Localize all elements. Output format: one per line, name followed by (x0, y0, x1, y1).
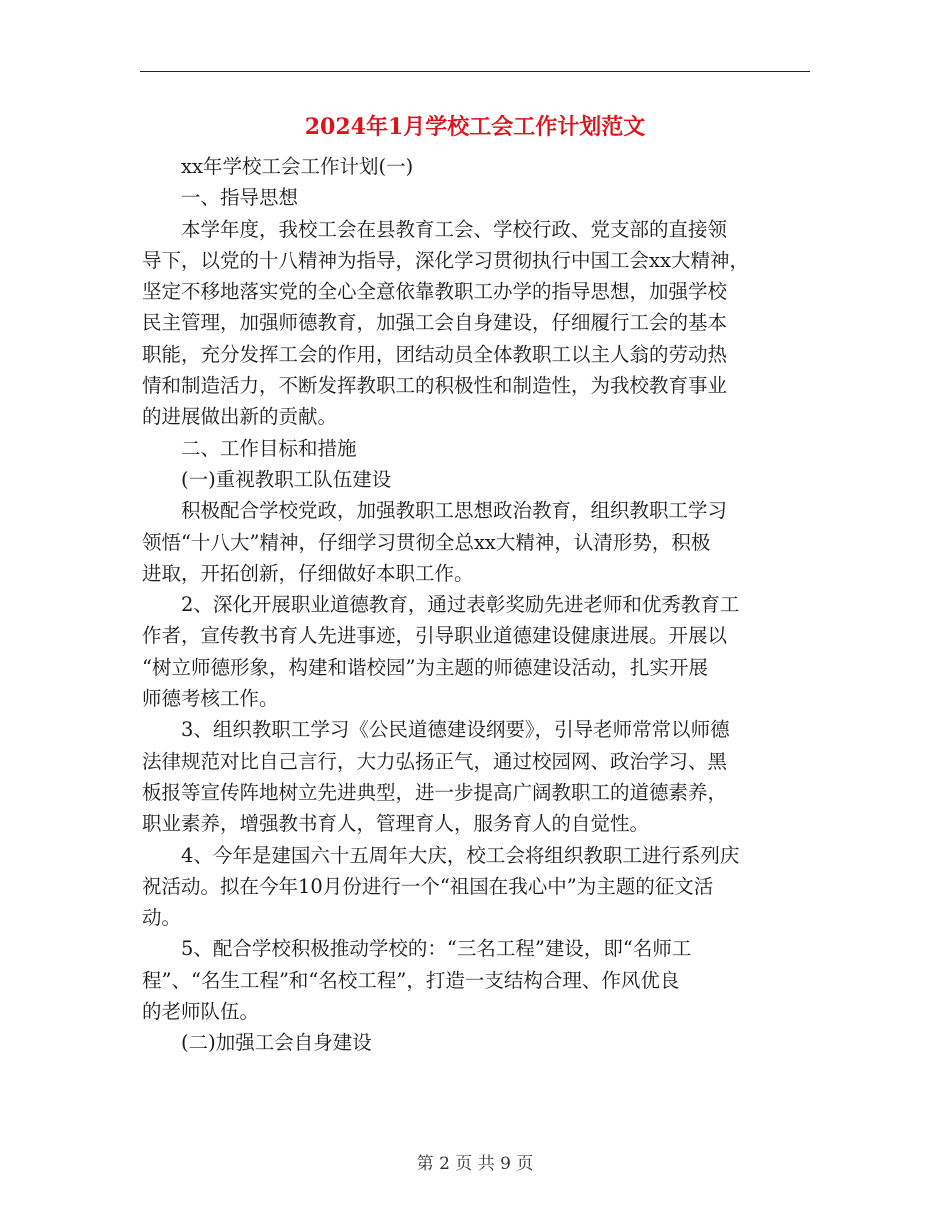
page-number: 第 2 页 共 9 页 (416, 1154, 534, 1174)
paragraph-subtitle: xx年学校工会工作计划(一) (181, 155, 414, 178)
paragraph-anniversary: 4、今年是建国六十五周年大庆，校工会将组织教职工进行系列庆 祝活动。拟在今年10月份进行一个“祖国在我心中”为主题的征文活 动。 (142, 843, 740, 930)
paragraph-moral-outline: 3、组织教职工学习《公民道德建设纲要》，引导老师常常以师德 法律规范对比自己言行，大力弘扬正气，通过校园网、政治学习、黑 板报等宣传阵地树立先进典型，进一步提高广阔教职工的道德素养， 职业素养，增强教书育人，管理育人，服务育人的自觉性。 (142, 718, 730, 836)
paragraph-political-education: 积极配合学校党政，加强教职工思想政治教育，组织教职工学习 领悟“十八大”精神，仔细学习贯彻全总xx大精神，认清形势，积极 进取，开拓创新，仔细做好本职工作。 (142, 499, 728, 585)
document-title: 2024年1月学校工会工作计划范文 (304, 114, 646, 140)
heading-union-building: (二)加强工会自身建设 (181, 1031, 372, 1055)
header-rule (140, 71, 810, 72)
heading-goals-measures: 二、工作目标和措施 (181, 436, 357, 460)
paragraph-guiding-ideology: 本学年度，我校工会在县教育工会、学校行政、党支部的直接领 导下，以党的十八精神为指导，深化学习贯彻执行中国工会xx大精神， 坚定不移地落实党的全心全意依靠教职工办学的指导思想，加强学校 民主管理，加强师德教育，加强工会自身建设，仔细履行工会的基本 职能，充分发挥工会的作用，团结动员全体教职工以主人翁的劳动热 情和制造活力，不断发挥教职工的积极性和制造性，为我校教育事业 的进展做出新的贡献。 (142, 217, 749, 429)
paragraph-ethics-education: 2、深化开展职业道德教育，通过表彰奖励先进老师和优秀教育工 作者，宣传教书育人先进事迹，引导职业道德建设健康进展。开展以 “树立师德形象，构建和谐校园”为主题的师德建设活动，扎实开展 师德考核工作。 (142, 593, 740, 711)
heading-staff-team: (一)重视教职工队伍建设 (181, 467, 392, 491)
paragraph-three-projects: 5、配合学校积极推动学校的：“三名工程”建设，即“名师工 程”、“名生工程”和“名校工程”，打造一支结构合理、作风优良 的老师队伍。 (142, 937, 692, 1024)
document-body (142, 151, 812, 1059)
heading-guiding-ideology: 一、指导思想 (181, 186, 299, 210)
